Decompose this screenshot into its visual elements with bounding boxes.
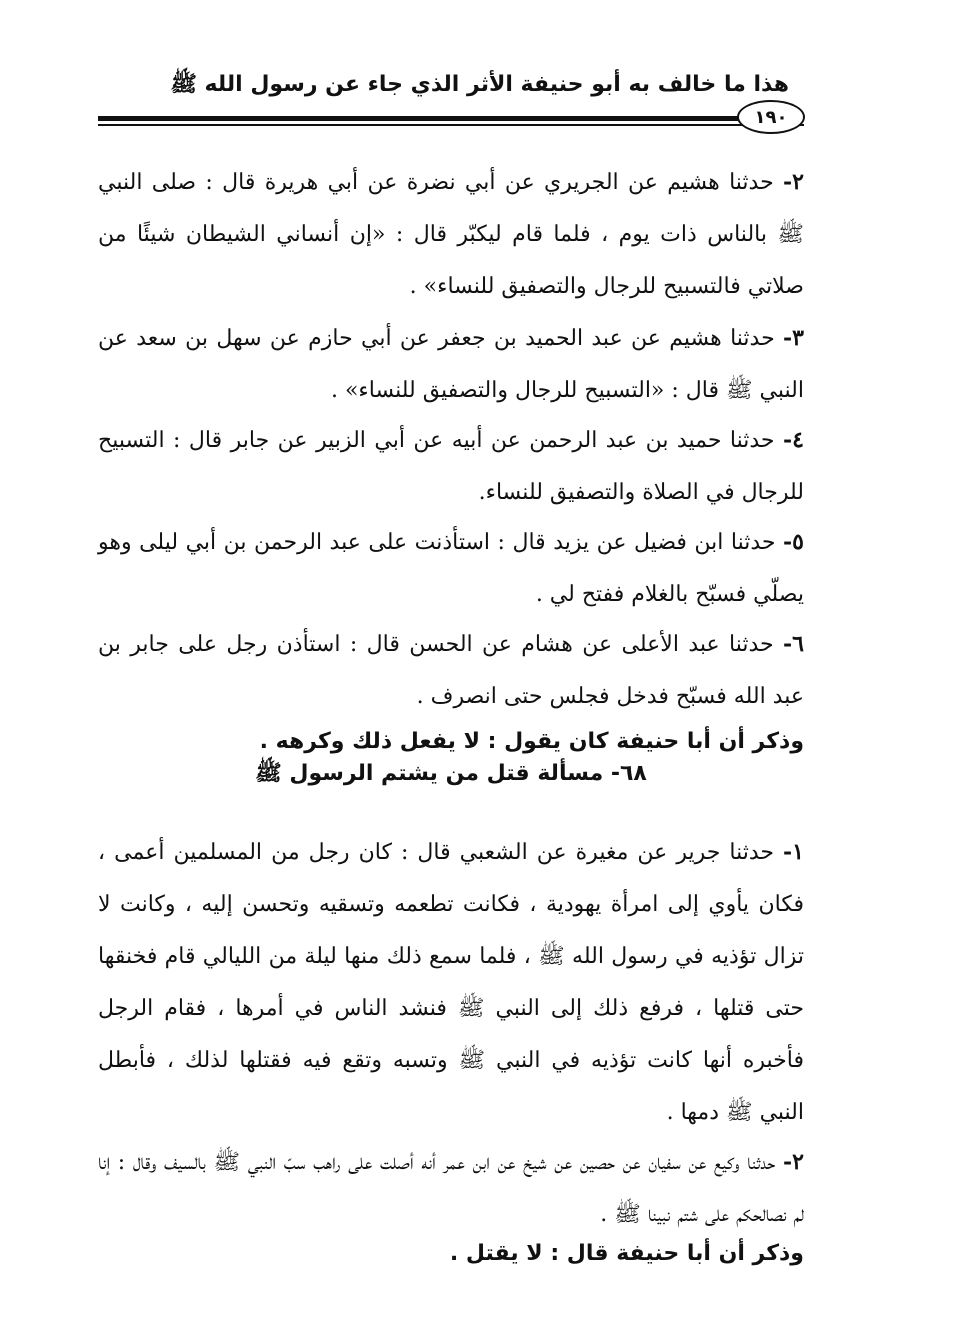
paragraph-text: حدثنا جرير عن مغيرة عن الشعبي قال : كان رجل من المسلمين أعمى ، فكان يأوي إلى امرأة يهودية ، فكانت تطعمه وتسقيه وتحسن إليه ، وكانت لا تزال تؤذيه في رسول الله ﷺ ، فلما سمع ذلك منها ليلة من الليالي قام فخنقها حتى قتلها ، فرفع ذلك إلى النبي ﷺ فنشد الناس في أمرها ، فقام الرجل فأخبره أنها كانت تؤذيه في النبي ﷺ وتسبه وتقع فيه فقتلها لذلك ، فأبطل النبي ﷺ دمها . <box>98 840 804 1125</box>
paragraph-number: ٦- <box>783 631 804 657</box>
paragraph-number: ٢- <box>783 1149 804 1175</box>
paragraph-hadith-5 <box>98 516 804 621</box>
paragraph-text: حدثنا هشيم عن عبد الحميد بن جعفر عن أبي حازم عن سهل بن سعد عن النبي ﷺ قال : «التسبيح للرجال والتصفيق للنساء» . <box>98 326 804 403</box>
paragraph-number: ٥- <box>783 529 804 555</box>
paragraph-hadith-4 <box>98 414 804 519</box>
paragraph-text: حدثنا هشيم عن الجريري عن أبي نضرة عن أبي هريرة قال : صلى النبي ﷺ بالناس ذات يوم ، فلما قام ليكبّر قال : «إن أنساني الشيطان شيئًا من صلاتي فالتسبيح للرجال والتصفيق للنساء» . <box>98 170 804 299</box>
paragraph-section68-hadith-1 <box>98 826 804 1139</box>
paragraph-number: ٤- <box>783 427 804 453</box>
paragraph-section68-hadith-2 <box>98 1136 804 1241</box>
paragraph-number: ٣- <box>783 325 804 351</box>
running-head-title: هذا ما خالف به أبو حنيفة الأثر الذي جاء عن رسول الله ﷺ <box>170 72 789 97</box>
header-rule-thin <box>98 124 804 126</box>
paragraph-text: حدثنا ابن فضيل عن يزيد قال : استأذنت على عبد الرحمن بن أبي ليلى وهو يصلّي فسبّح بالغلام ففتح لي . <box>98 530 804 607</box>
header-rule-thick <box>98 116 804 121</box>
section-heading: ٦٨- مسألة قتل من يشتم الرسول ﷺ <box>255 761 647 786</box>
paragraph-hadith-6 <box>98 618 804 723</box>
paragraph-hadith-3 <box>98 312 804 417</box>
abu-hanifa-note-1: وذكر أن أبا حنيفة كان يقول : لا يفعل ذلك وكرهه . <box>259 729 804 754</box>
paragraph-number: ١- <box>783 839 804 865</box>
paragraph-text: حدثنا حميد بن عبد الرحمن عن أبيه عن أبي الزبير عن جابر قال : التسبيح للرجال في الصلاة والتصفيق للنساء. <box>98 428 804 505</box>
paragraph-number: ٢- <box>783 169 804 195</box>
page-number-badge: ١٩٠ <box>737 100 805 134</box>
paragraph-text: حدثنا وكيع عن سفيان عن حصين عن شيخ عن ابن عمر أنه أصلت على راهب سبّ النبي ﷺ بالسيف وقال : إنا لم نصالحكم على شتم نبينا ﷺ . <box>98 1150 804 1227</box>
paragraph-text: حدثنا عبد الأعلى عن هشام عن الحسن قال : استأذن رجل على جابر بن عبد الله فسبّح فدخل فجلس حتى انصرف . <box>98 632 804 709</box>
abu-hanifa-note-2: وذكر أن أبا حنيفة قال : لا يقتل . <box>449 1241 804 1266</box>
paragraph-hadith-2 <box>98 156 804 313</box>
